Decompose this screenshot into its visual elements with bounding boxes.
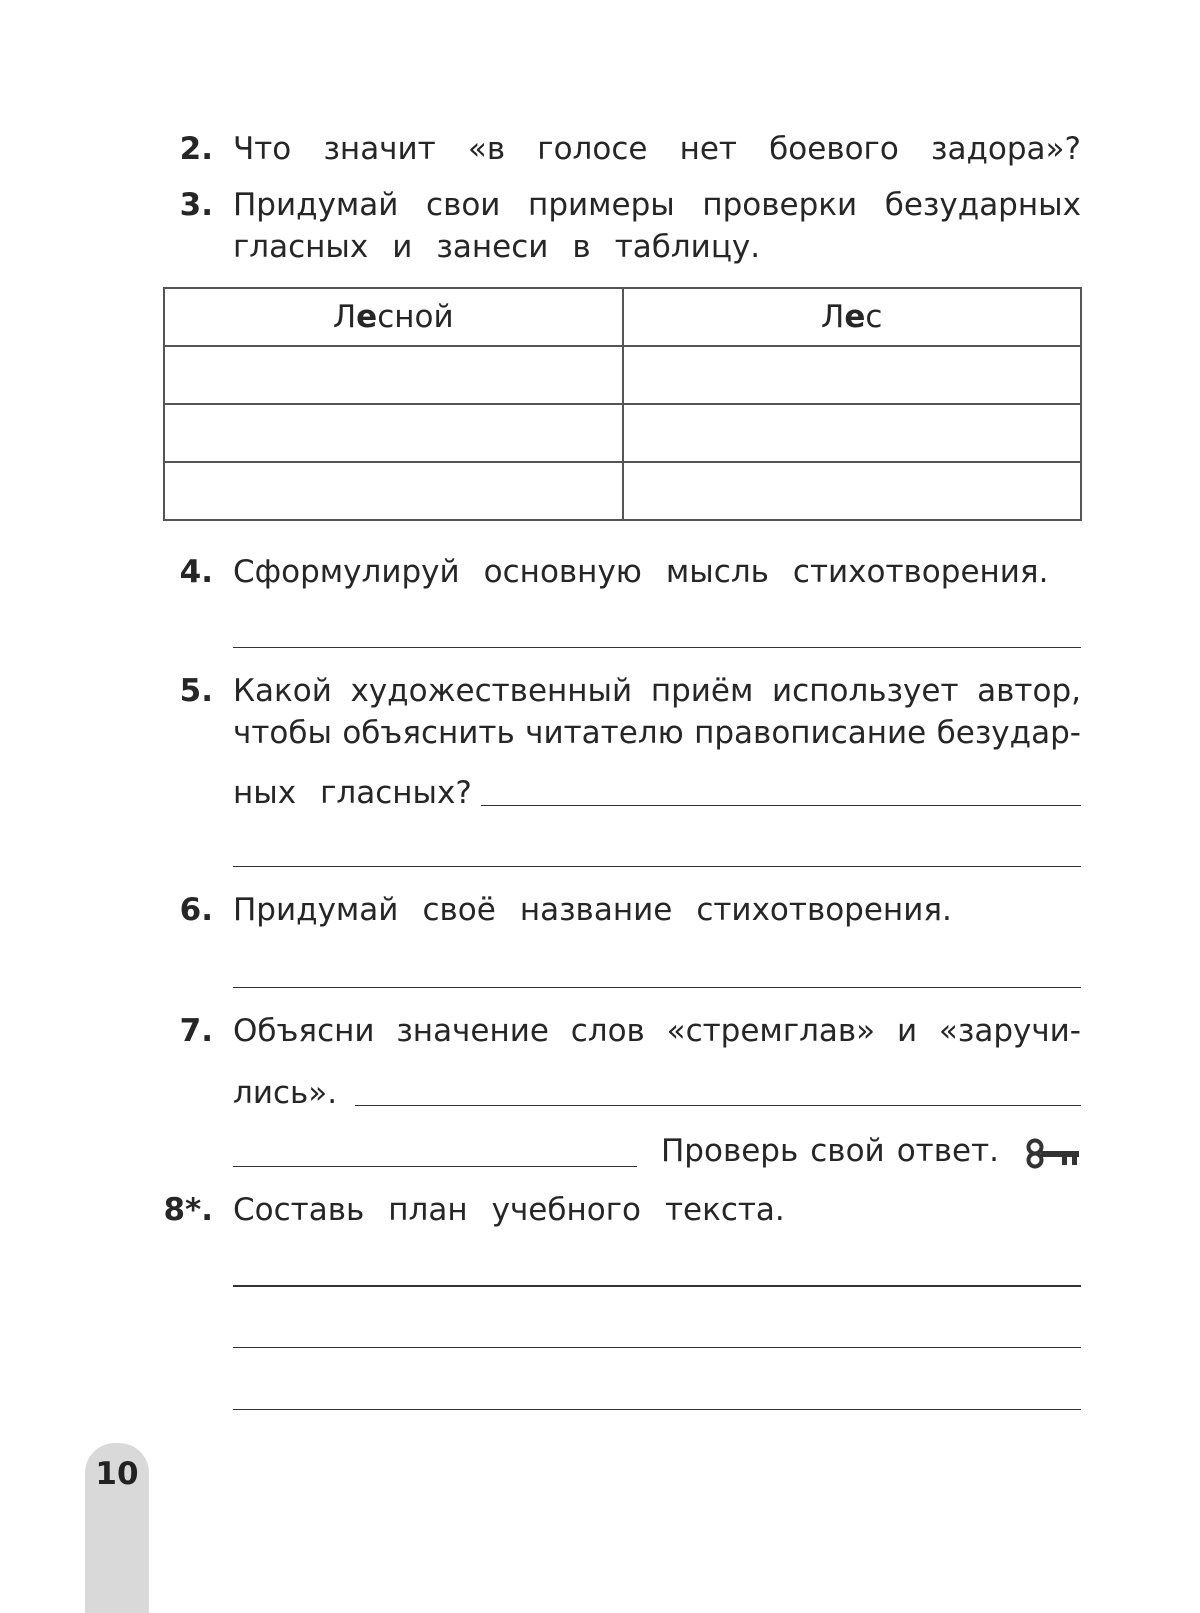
word: основную [483, 554, 642, 590]
word: голосе [537, 131, 648, 167]
word: занеси [436, 229, 549, 265]
task-5-text-line-2 [233, 712, 1081, 754]
word: Придумай [233, 187, 399, 223]
answer-line-task-5[interactable] [481, 805, 1081, 806]
word: проверки [702, 187, 858, 223]
word: учебного [491, 1192, 641, 1228]
task-7-text-line-2 [233, 1072, 1081, 1114]
task-8-number: 8*. [163, 1192, 213, 1228]
answer-line-task-8[interactable] [233, 1409, 1081, 1410]
check-answer-text [661, 1130, 999, 1172]
word: использует [772, 673, 959, 709]
task-4-number: 4. [179, 554, 213, 590]
answer-line-task-8[interactable] [233, 1347, 1081, 1348]
word: значит [323, 131, 436, 167]
task-5-number: 5. [179, 673, 213, 709]
word: нет [679, 131, 737, 167]
word: Сформулируй [233, 554, 460, 590]
task-2-text [233, 128, 1081, 170]
word: своё [422, 892, 496, 928]
word: текста. [664, 1192, 785, 1228]
answer-line-task-4[interactable] [233, 647, 1081, 648]
word: свои [426, 187, 501, 223]
word: название [519, 892, 673, 928]
word: значение [396, 1013, 549, 1049]
task-4-text [233, 551, 1081, 593]
word: безудар- [936, 715, 1081, 751]
word: таблицу. [614, 229, 761, 265]
task-6-text [233, 889, 1081, 931]
word: стихотворения. [792, 554, 1049, 590]
word: чтобы [233, 715, 332, 751]
word: мысль [665, 554, 769, 590]
table-cell-answer[interactable] [623, 404, 1082, 462]
task-3-number: 3. [179, 187, 213, 223]
word: «стремглав» [666, 1013, 876, 1049]
word: правописание [694, 715, 927, 751]
word: слов [570, 1013, 645, 1049]
word: безударных [884, 187, 1081, 223]
word: лись». [233, 1075, 338, 1111]
answer-line-task-7[interactable] [233, 1166, 637, 1167]
word: Какой [233, 673, 332, 709]
word: художественный [350, 673, 633, 709]
word: Что [233, 131, 292, 167]
word: свой [810, 1133, 885, 1169]
task-5-text-line-1 [233, 670, 1081, 712]
word: Составь [233, 1192, 365, 1228]
task-7-number: 7. [179, 1013, 213, 1049]
table-header-lesnoy: Лесной [164, 288, 623, 346]
task-3-text-line-2 [233, 226, 1081, 268]
key-icon [1022, 1138, 1082, 1170]
page-number: 10 [95, 1456, 139, 1492]
table-row [164, 346, 1081, 404]
table-cell-answer[interactable] [623, 462, 1082, 520]
task-3-text-line-1 [233, 184, 1081, 226]
answer-line-task-6[interactable] [233, 987, 1081, 988]
task-5-text-line-3 [233, 772, 1081, 814]
table-cell-answer[interactable] [164, 404, 623, 462]
word: объяснить [342, 715, 515, 751]
word: и [896, 1013, 918, 1049]
word: гласных [233, 229, 369, 265]
word: читателю [525, 715, 684, 751]
word: в [572, 229, 591, 265]
word: Объясни [233, 1013, 375, 1049]
table-header-les: Лес [623, 288, 1082, 346]
word: боевого [769, 131, 899, 167]
word: Придумай [233, 892, 399, 928]
word: «в [467, 131, 506, 167]
task-2-number: 2. [179, 131, 213, 167]
word: приём [650, 673, 754, 709]
table-cell-answer[interactable] [164, 462, 623, 520]
task-7-text-line-1 [233, 1010, 1081, 1052]
word: автор, [977, 673, 1081, 709]
word: задора»? [930, 131, 1081, 167]
word: ных [233, 775, 297, 811]
vowel-check-table [163, 287, 1082, 521]
table-header-row [164, 288, 1081, 346]
table-cell-answer[interactable] [164, 346, 623, 404]
word: примеры [528, 187, 675, 223]
answer-line-task-7[interactable] [355, 1105, 1081, 1106]
table-row [164, 462, 1081, 520]
word: стихотворения. [696, 892, 952, 928]
answer-line-task-5[interactable] [233, 866, 1081, 867]
task-8-text [233, 1189, 1081, 1231]
task-6-number: 6. [179, 892, 213, 928]
word: «заручи- [938, 1013, 1081, 1049]
word: ответ. [896, 1133, 999, 1169]
word: гласных? [320, 775, 472, 811]
answer-line-task-8[interactable] [233, 1285, 1081, 1287]
table-cell-answer[interactable] [623, 346, 1082, 404]
table-row [164, 404, 1081, 462]
word: план [388, 1192, 468, 1228]
word: Проверь [661, 1133, 799, 1169]
word: и [392, 229, 413, 265]
